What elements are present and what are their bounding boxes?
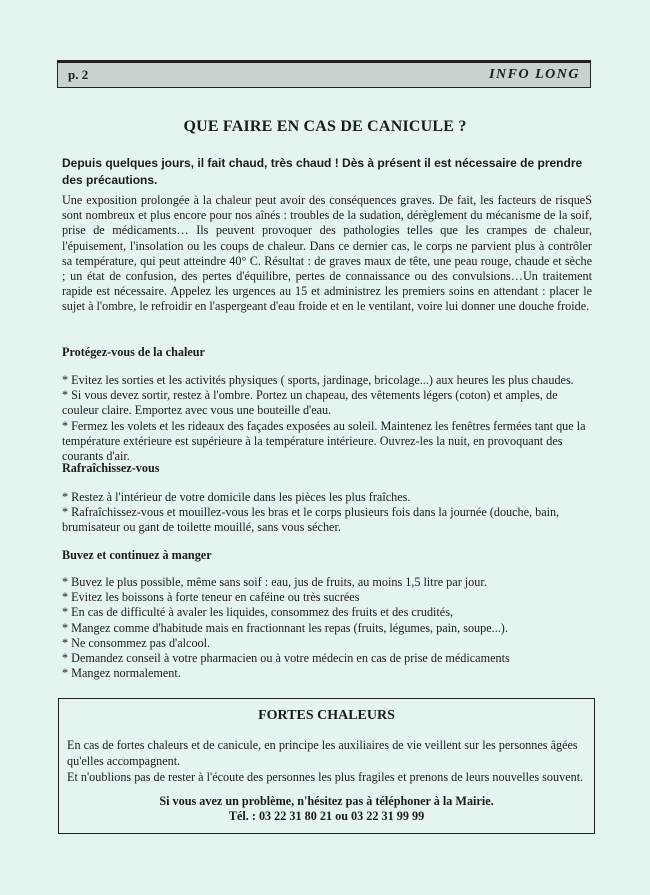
notice-phone-line: Tél. : 03 22 31 80 21 ou 03 22 31 99 99 [228, 809, 425, 823]
list-item: * Buvez le plus possible, même sans soif : eau, jus de fruits, au moins 1,5 litre par jour. [62, 575, 487, 589]
list-item: * Evitez les sorties et les activités physiques ( sports, jardinage, bricolage...) aux heures les plus chaudes. [62, 373, 574, 387]
section-list-refresh [62, 490, 594, 536]
list-item: * Rafraîchissez-vous et mouillez-vous les bras et le corps plusieurs fois dans la journée (douche, bain, brumisateur ou gant de toilette mouillé, sans vous sécher. [62, 505, 560, 535]
section-list-drink [62, 575, 594, 681]
list-item: * Mangez comme d'habitude mais en fractionnant les repas (fruits, légumes, pain, soupe...). [62, 620, 508, 635]
section-heading-drink: Buvez et continuez à manger [62, 548, 212, 562]
section-heading-refresh: Rafraîchissez-vous [62, 461, 160, 475]
notice-title: FORTES CHALEURS [258, 708, 395, 723]
notice-box [58, 698, 595, 834]
section-heading-protect: Protégez-vous de la chaleur [62, 345, 205, 359]
page-number: p. 2 [68, 67, 89, 82]
list-item: * Fermez les volets et les rideaux des façades exposées au soleil. Maintenez les fenêtres fermées tant que la température extérieure est supérieure à la température intérieure. Ouvrez-les la nuit, en provoquant des courants d'air. [62, 418, 586, 464]
page-header [57, 60, 591, 88]
list-item: * Ne consommez pas d'alcool. [62, 635, 211, 650]
list-item: * En cas de difficulté à avaler les liquides, consommez des fruits et des crudités, [62, 605, 454, 620]
notice-paragraph-2: Et n'oublions pas de rester à l'écoute des personnes les plus fragiles et prenons de leurs nouvelles souvent. [67, 770, 584, 784]
list-item: * Si vous devez sortir, restez à l'ombre. Portez un chapeau, des vêtements légers (coton) et amples, de couleur claire. Emportez avec vous une bouteille d'eau. [62, 388, 558, 418]
list-item: * Mangez normalement. [62, 666, 181, 681]
list-item: * Evitez les boissons à forte teneur en caféine ou très sucrées [62, 590, 360, 605]
article-intro: Depuis quelques jours, il fait chaud, très chaud ! Dès à présent il est nécessaire de prendre des précautions. [62, 156, 583, 187]
list-item: * Restez à l'intérieur de votre domicile dans les pièces les plus fraîches. [62, 490, 411, 504]
newsletter-title: INFO LONG [489, 67, 580, 82]
article-title: QUE FAIRE EN CAS DE CANICULE ? [183, 118, 467, 135]
article-paragraph: Une exposition prolongée à la chaleur peut avoir des conséquences graves. De fait, les facteurs de risqueS sont nombreux et plus encore pour nos aînés : troubles de la sudation, dérèglement du mécanisme de la soif, prise de médicaments… Ils peuvent provoquer des pathologies telles que les crampes de chaleur, l'épuisement, l'insolation ou les coups de chaleur. Dans ce dernier cas, le corps ne parvient plus à contrôler sa température, qui peut atteindre 40° C. Résultat : de graves maux de tête, une peau rouge, chaude et sèche ; un état de confusion, des pertes d'équilibre, pertes de connaissance ou des convulsions…Un traitement rapide est nécessaire. Appelez les urgences au 15 et administrez les premiers soins en attendant : placer le sujet à l'ombre, le refroidir en l'aspergeant d'eau froide et en le ventilant, voire lui donner une douche froide. [62, 193, 592, 314]
notice-contact-line: Si vous avez un problème, n'hésitez pas à téléphoner à la Mairie. [159, 794, 494, 808]
section-list-protect [62, 373, 594, 464]
notice-paragraph-1: En cas de fortes chaleurs et de canicule, en principe les auxiliaires de vie veillent sur les personnes âgées qu'elles accompagnent. [67, 738, 578, 768]
list-item: * Demandez conseil à votre pharmacien ou à votre médecin en cas de prise de médicaments [62, 651, 510, 666]
